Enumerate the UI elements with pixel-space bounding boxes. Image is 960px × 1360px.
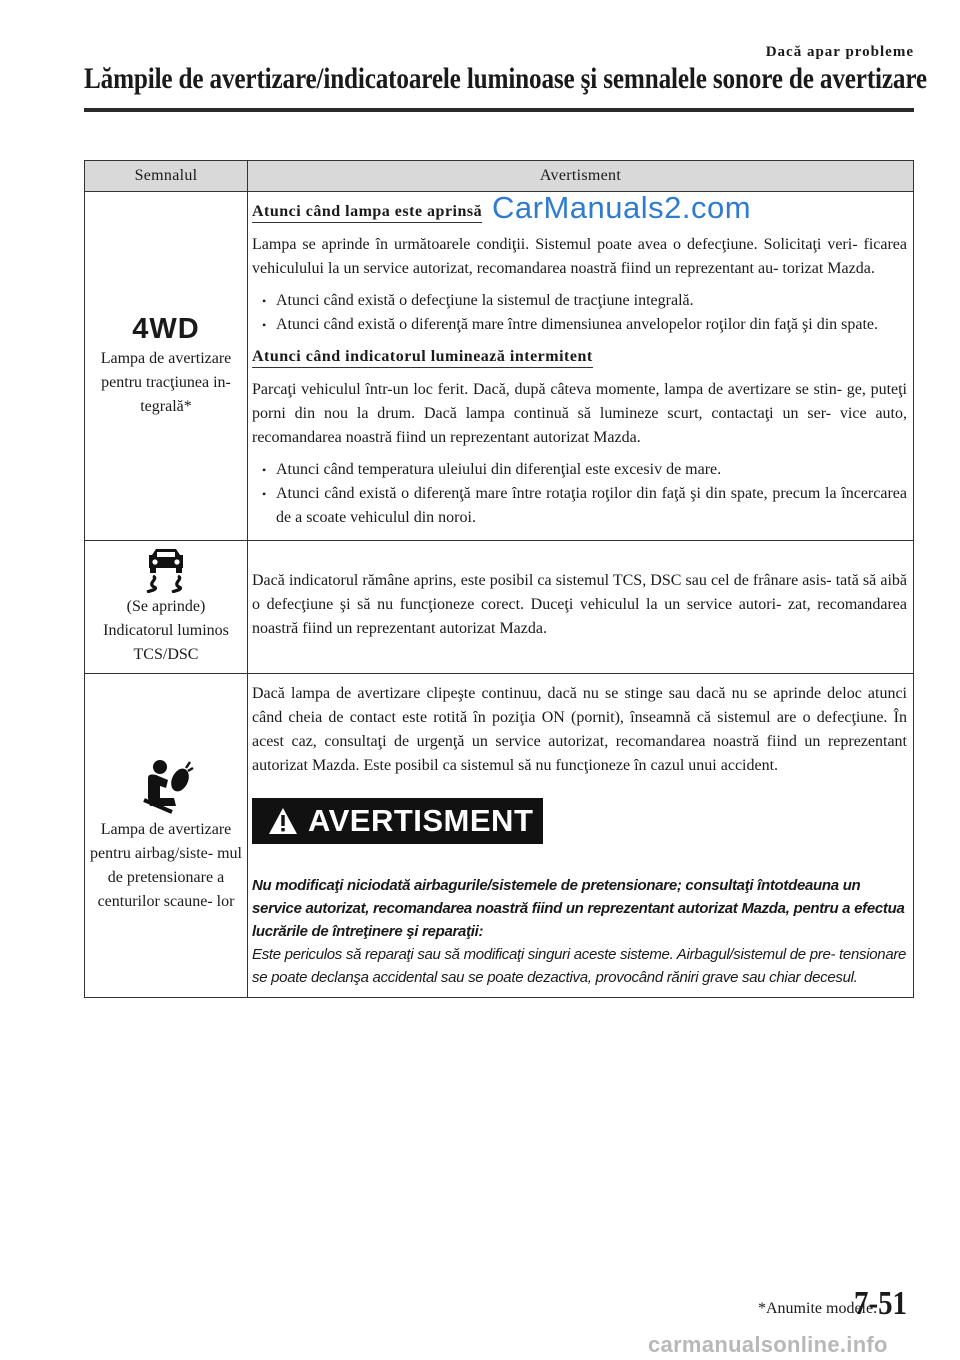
table-row: [85, 674, 914, 998]
subheading: Atunci când indicatorul luminează intermitent: [252, 347, 593, 368]
signal-cell: [85, 541, 248, 674]
warning-cell: [248, 674, 914, 998]
warning-cell: [248, 192, 914, 541]
footnote: *Anumite modele.: [758, 1300, 878, 1317]
warning-triangle-icon: [268, 807, 298, 835]
table-header-row: [85, 161, 914, 192]
bullet-list: [252, 289, 907, 337]
paragraph: Parcaţi vehiculul într-un loc ferit. Dacă, după câteva momente, lampa de avertizare se stin- ge, puteţi porni din nou la drum. Dacă lampa continuă să lumineze scurt, contactaţi un ser- vice auto, recomandarea noastră fiind un reprezentant autorizat Mazda.: [252, 381, 907, 446]
section-label: Dacă apar probleme: [765, 44, 914, 60]
4wd-icon: 4WD: [132, 313, 200, 345]
title-rule: [84, 108, 914, 112]
airbag-seated-person-icon: [87, 758, 245, 818]
warning-title: AVERTISMENT: [308, 803, 534, 838]
signal-label: Lampa de avertizare pentru tracţiunea in- tegrală*: [100, 350, 232, 415]
page-title: Lămpile de avertizare/indicatoarele luminoase şi semnalele sonore de avertizare: [84, 62, 927, 95]
warning-lamps-table: [84, 160, 914, 998]
column-header-signal: Semnalul: [85, 161, 248, 192]
tcs-dsc-car-skid-icon: [87, 549, 245, 595]
signal-label: Indicatorul luminos: [103, 622, 229, 639]
list-item: • Atunci când există o defecţiune la sistemul de tracţiune integrală.: [252, 289, 907, 313]
table-row: [85, 192, 914, 541]
column-header-warning: Avertisment: [248, 161, 914, 192]
warning-banner: [252, 798, 543, 844]
footer-watermark[interactable]: carmanualsonline.info: [648, 1332, 888, 1357]
table-row: [85, 541, 914, 674]
paragraph: Lampa se aprinde în următoarele condiţii. Sistemul poate avea o defecţiune. Solicitaţi veri- ficarea vehiculului la un service autorizat, recomandarea noastră fiind un reprezentant au- torizat Mazda.: [252, 236, 907, 277]
list-item: • Atunci când există o diferenţă mare între dimensiunea anvelopelor roţilor din faţă şi din spate.: [252, 313, 907, 337]
signal-label: Lampa de avertizare pentru airbag/siste- mul de pretensionare a centurilor scaune- lor: [90, 820, 242, 910]
bullet-list: [252, 458, 907, 530]
paragraph: Dacă lampa de avertizare clipeşte continuu, dacă nu se stinge sau dacă nu se aprinde deloc atunci când cheia de contact este rotită în poziţia ON (pornit), înseamnă că sistemul are o defecţiune. În acest caz, consultaţi de urgenţă un service autorizat, recomandarea noastră fiind un reprezentant autorizat Mazda. Este posibil ca sistemul să nu funcţioneze în cazul unui accident.: [252, 685, 907, 774]
signal-label: (Se aprinde): [126, 598, 206, 615]
signal-cell: [85, 674, 248, 998]
subheading: Atunci când lampa este aprinsă: [252, 202, 482, 223]
list-item: • Atunci când există o diferenţă mare între rotaţia roţilor din faţă şi din spate, precum la încercarea de a scoate vehiculul din noroi.: [252, 482, 907, 530]
warning-text: Este periculos să reparaţi sau să modificaţi singuri aceste sisteme. Airbagul/sistemul de pre- tensionare se poate declanşa accidental sau se poate dezactiva, provocând răniri grave sau chiar decesul.: [252, 946, 907, 986]
list-item: • Atunci când temperatura uleiului din diferenţial este excesiv de mare.: [252, 458, 907, 482]
warning-bold-text: Nu modificaţi niciodată airbagurile/sistemele de pretensionare; consultaţi întotdeauna un service autorizat, recomandarea noastră fiind un reprezentant autorizat Mazda, pentru a efectua lucrările de întreţinere şi reparaţii:: [252, 877, 905, 940]
watermark-logo[interactable]: CarManuals2.com: [492, 190, 752, 225]
signal-label: TCS/DSC: [133, 646, 199, 663]
warning-cell: [248, 541, 914, 674]
page-number: 7-51: [854, 1285, 907, 1322]
signal-cell: [85, 192, 248, 541]
paragraph: Dacă indicatorul rămâne aprins, este posibil ca sistemul TCS, DSC sau cel de frânare asis- tată să aibă o defecţiune şi să nu funcţioneze corect. Duceţi vehiculul la un service autori- zat, recomandarea noastră fiind un reprezentant autorizat Mazda.: [252, 572, 907, 637]
